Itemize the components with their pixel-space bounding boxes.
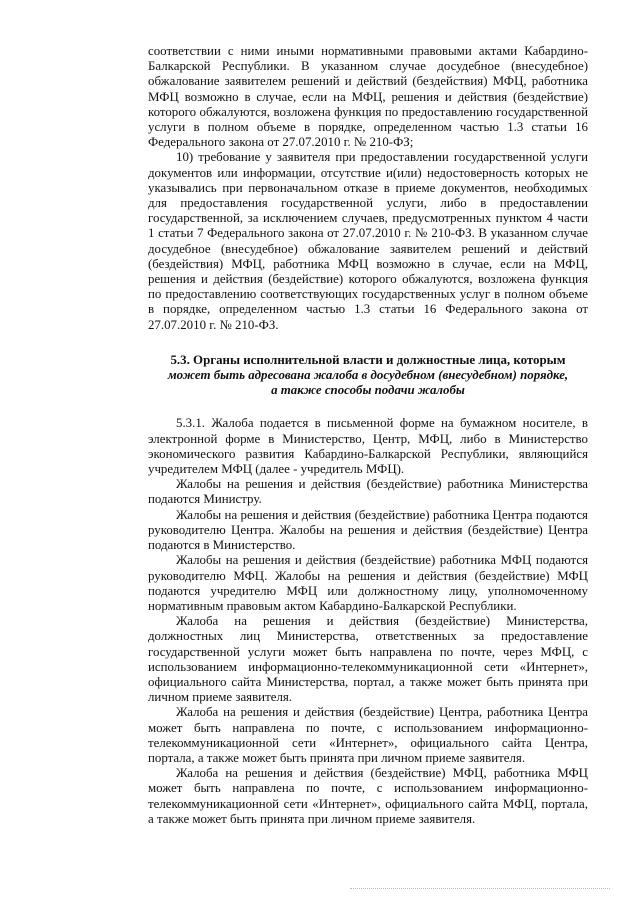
paragraph-mfc-channels: Жалоба на решения и действия (бездействие) МФЦ, работника МФЦ может быть направлена по почте, с использованием информационно-телекоммуникационной сети «Интернет», официального сайта МФЦ, портала, а также может быть принята при личном приеме заявителя. <box>148 766 588 826</box>
heading-line-2: может быть адресована жалоба в досудебном (внесудебном) порядке, <box>167 368 569 383</box>
paragraph-ministry-channels: Жалоба на решения и действия (бездействие) Министерства, должностных лиц Министерства, ответственных за предоставление государственной услуги может быть направлена по почте, через МФЦ, с использованием информационно-телекоммуникационной сети «Интернет», официального сайта Министерства, портал, а также может быть принята при личном приеме заявителя. <box>148 614 588 705</box>
document-body <box>148 44 588 827</box>
paragraph-complaints-mfc: Жалобы на решения и действия (бездействие) работника МФЦ подаются руководителю МФЦ. Жалобы на решения и действия (бездействие) МФЦ подаются учредителю МФЦ или должностному лицу, уполномоченному нормативным правовым актом Кабардино-Балкарской Республики. <box>148 553 588 613</box>
paragraph-5-3-1: 5.3.1. Жалоба подается в письменной форме на бумажном носителе, в электронной форме в Министерство, Центр, МФЦ, либо в Министерство экономического развития Кабардино-Балкарской Республики, являющийся учредителем МФЦ (далее - учредитель МФЦ). <box>148 416 588 477</box>
paragraph-continuation: соответствии с ними иными нормативными правовыми актами Кабардино-Балкарской Республики. В указанном случае досудебное (внесудебное) обжалование заявителем решений и действий (бездействия) МФЦ, работника МФЦ возможно в случае, если на МФЦ, решения и действия (бездействие) которого обжалуются, возложена функция по предоставлению государственной услуги в полном объеме в порядке, определенном частью 1.3 статьи 16 Федерального закона от 27.07.2010 г. № 210-ФЗ; <box>148 44 588 150</box>
heading-line-1: 5.3. Органы исполнительной власти и должностные лица, которым <box>170 352 566 367</box>
paragraph-complaints-center: Жалобы на решения и действия (бездействие) работника Центра подаются руководителю Центра. Жалобы на решения и действия (бездействие) Центра подаются в Министерство. <box>148 507 588 553</box>
footer-divider <box>350 888 610 889</box>
paragraph-center-channels: Жалоба на решения и действия (бездействие) Центра, работника Центра может быть направлена по почте, с использованием информационно-телекоммуникационной сети «Интернет», официального сайта Центра, портала, а также может быть принята при личном приеме заявителя. <box>148 705 588 765</box>
section-heading-5-3 <box>148 353 588 399</box>
paragraph-item-10: 10) требование у заявителя при предоставлении государственной услуги документов или информации, отсутствие и(или) недостоверность которых не указывались при первоначальном отказе в приеме документов, необходимых для предоставления государственной услуги, либо в предоставлении государственной, за исключением случаев, предусмотренных пунктом 4 части 1 статьи 7 Федерального закона от 27.07.2010 г. № 210-ФЗ. В указанном случае досудебное (внесудебное) обжалование заявителем решений и действий (бездействия) МФЦ, работника МФЦ возможно в случае, если на МФЦ, решения и действия (бездействие) которого обжалуются, возложена функция по предоставлению соответствующих государственных услуг в полном объеме в порядке, определенном частью 1.3 статьи 16 Федерального закона от 27.07.2010 г. № 210-ФЗ. <box>148 150 588 332</box>
heading-line-3: а также способы подачи жалобы <box>271 383 465 398</box>
paragraph-complaints-ministry: Жалобы на решения и действия (бездействие) работника Министерства подаются Министру. <box>148 477 588 507</box>
